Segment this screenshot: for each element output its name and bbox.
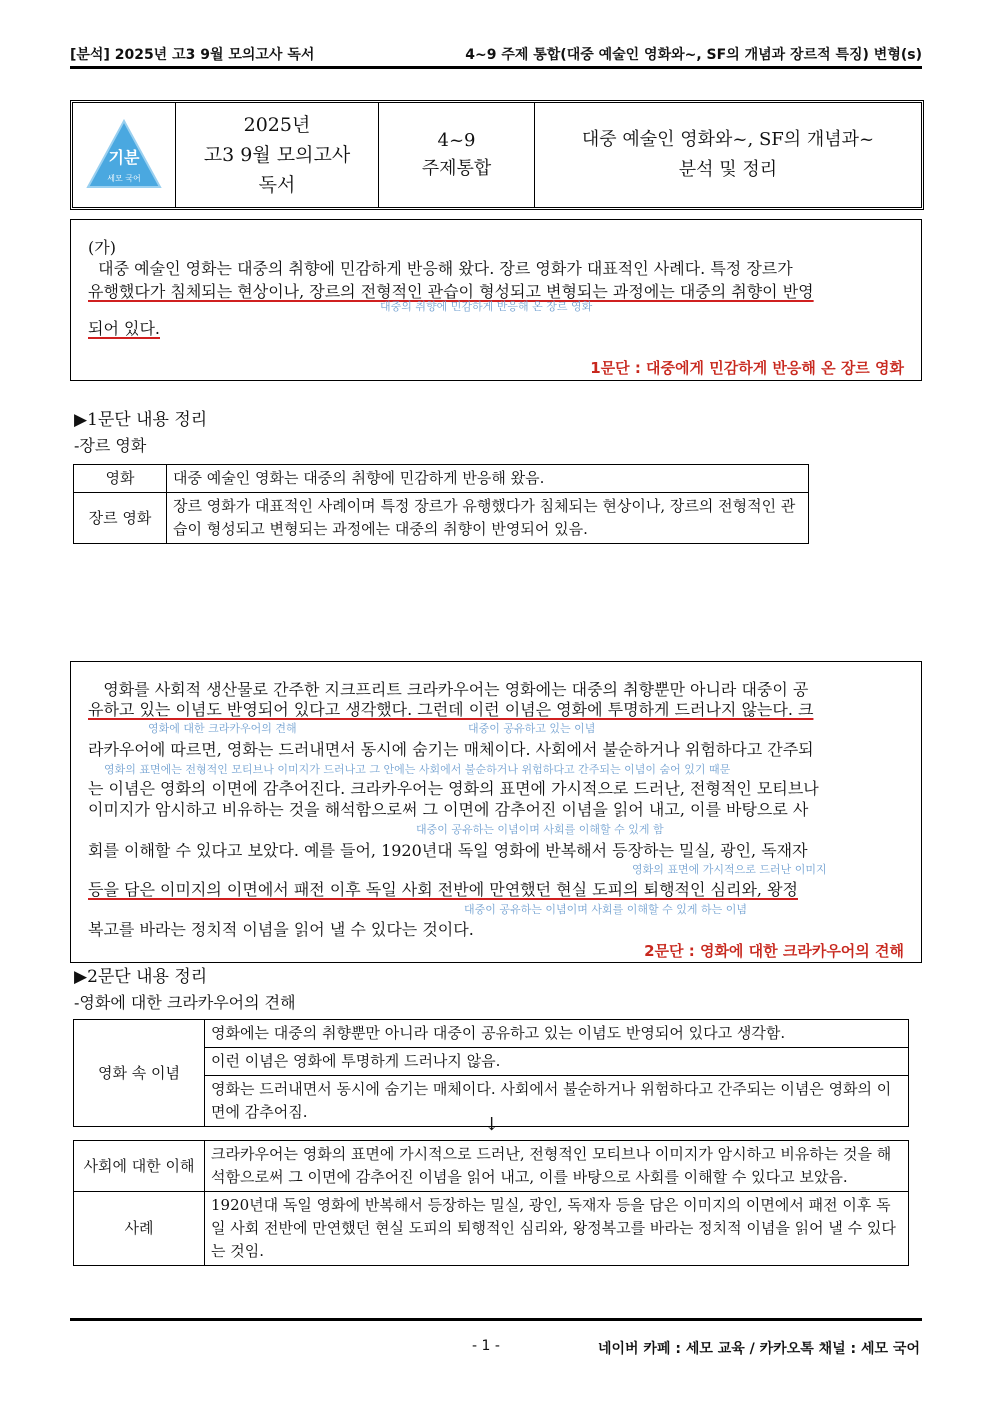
section-1-subtitle: -장르 영화: [74, 436, 147, 455]
row-text: 크라카우어는 영화의 표면에 가시적으로 드러난, 전형적인 모티브나 이미지가 암시하고 비유하는 것을 해석함으로써 그 이면에 감추어진 이념을 읽어 내고, 이를 바탕으로 사회를 이해할 수 있다고 보았음.: [205, 1141, 909, 1192]
title-col-exam: [176, 103, 379, 207]
passage-2-line-5: 이미지가 암시하고 비유하는 것을 해석함으로써 그 이면에 감추어진 이념을 읽어 내고, 이를 바탕으로 사: [88, 800, 809, 819]
section-2-subtitle: -영화에 대한 크라카우어의 견해: [74, 993, 296, 1012]
row-text: 이런 이념은 영화에 투명하게 드러나지 않음.: [205, 1048, 909, 1076]
svg-text:기분: 기분: [108, 148, 140, 167]
passage-2-note-4: 대중이 공유하는 이념이며 사회를 이해할 수 있게 함: [416, 823, 664, 836]
passage-1-label: (가): [88, 238, 116, 257]
section-1-title: ▶1문단 내용 정리: [74, 410, 208, 430]
title-range: 4~9: [437, 130, 476, 151]
title-exam: 고3 9월 모의고사: [203, 144, 351, 166]
passage-2-note-3: 영화의 표면에는 전형적인 모티브나 이미지가 드러나고 그 안에는 사회에서 불순하거나 위험하다고 간주되는 이념이 숨어 있기 때문: [104, 763, 731, 776]
title-topic-sub: 분석 및 정리: [678, 159, 778, 180]
title-box: [70, 100, 924, 210]
logo: [73, 103, 176, 207]
footer-channels: 네이버 카페 : 세모 교육 / 카카오톡 채널 : 세모 국어: [597, 1341, 920, 1357]
passage-2-line-2: 유하고 있는 이념도 반영되어 있다고 생각했다. 그런데 이런 이념은 영화에 투명하게 드러나지 않는다. 크: [88, 700, 814, 719]
table-row: [74, 1192, 909, 1266]
row-text: 대중 예술인 영화는 대중의 취향에 민감하게 반응해 왔음.: [167, 465, 809, 493]
svg-text:세모 국어: 세모 국어: [107, 174, 141, 183]
row-text: 영화에는 대중의 취향뿐만 아니라 대중이 공유하고 있는 이념도 반영되어 있다고 생각함.: [205, 1020, 909, 1048]
passage-2-note-6: 대중이 공유하는 이념이며 사회를 이해할 수 있게 하는 이념: [464, 903, 747, 916]
header-left: [분석] 2025년 고3 9월 모의고사 독서: [70, 47, 315, 63]
row-label: 사회에 대한 이해: [74, 1141, 205, 1192]
section-1-table: [73, 464, 809, 544]
row-label: 사례: [74, 1192, 205, 1266]
passage-2-summary: 2문단 : 영화에 대한 크라카우어의 견해: [644, 942, 904, 960]
title-topic: 대중 예술인 영화와~, SF의 개념과~: [581, 129, 875, 150]
title-col-range: [379, 103, 535, 207]
passage-2-line-7: 등을 담은 이미지의 이면에서 패전 이후 독일 사회 전반에 만연했던 현실 도피의 퇴행적인 심리와, 왕정: [88, 880, 798, 899]
row-label: 영화 속 이념: [74, 1020, 205, 1127]
passage-2-line-8: 복고를 바라는 정치적 이념을 읽어 낼 수 있다는 것이다.: [88, 920, 474, 939]
table-row: [74, 1020, 909, 1048]
header-rule: [70, 66, 922, 69]
passage-2-note-1: 영화에 대한 크라카우어의 견해: [148, 722, 297, 735]
header-right: 4~9 주제 통합(대중 예술인 영화와~, SF의 개념과 장르적 특징) 변형(s): [465, 47, 922, 63]
logo-icon: [84, 115, 164, 195]
passage-2-line-6: 회를 이해할 수 있다고 보았다. 예를 들어, 1920년대 독일 영화에 반복해서 등장하는 밀실, 광인, 독재자: [88, 841, 808, 860]
passage-1-summary: 1문단 : 대중에게 민감하게 반응해 온 장르 영화: [590, 359, 904, 377]
title-year: 2025년: [243, 114, 311, 136]
page-number: - 1 -: [472, 1338, 500, 1354]
table-row: [74, 493, 809, 544]
passage-2-line-1: 영화를 사회적 생산물로 간주한 지크프리트 크라카우어는 영화에는 대중의 취향뿐만 아니라 대중이 공: [88, 680, 809, 699]
passage-2-line-4: 는 이념은 영화의 이면에 감추어진다. 크라카우어는 영화의 표면에 가시적으로 드러난, 전형적인 모티브나: [88, 779, 819, 798]
row-label: 장르 영화: [74, 493, 167, 544]
row-text: 장르 영화가 대표적인 사례이며 특정 장르가 유행했다가 침체되는 현상이나, 장르의 전형적인 관습이 형성되고 변형되는 과정에는 대중의 취향이 반영되어 있음.: [167, 493, 809, 544]
section-2-title: ▶2문단 내용 정리: [74, 967, 208, 987]
table-row: [74, 1141, 909, 1192]
passage-2-note-5: 영화의 표면에 가시적으로 드러난 이미지: [632, 863, 827, 876]
down-arrow-icon: ↓: [484, 1114, 500, 1135]
passage-1-note: 대중의 취향에 민감하게 반응해 온 장르 영화: [380, 300, 593, 313]
passage-2-note-2: 대중이 공유하고 있는 이념: [468, 722, 596, 735]
title-subject: 독서: [258, 174, 296, 196]
passage-2-line-3: 라카우어에 따르면, 영화는 드러내면서 동시에 숨기는 매체이다. 사회에서 불순하거나 위험하다고 간주되: [88, 740, 814, 759]
title-type: 주제통합: [421, 158, 492, 179]
section-2-table-2: [73, 1140, 909, 1266]
footer-rule: [70, 1318, 922, 1321]
passage-1-line-1: 대중 예술인 영화는 대중의 취향에 민감하게 반응해 왔다. 장르 영화가 대표적인 사례다. 특정 장르가: [88, 259, 793, 278]
section-2-table-1: [73, 1019, 909, 1127]
title-col-topic: [535, 103, 921, 207]
passage-1-line-2: 유행했다가 침체되는 현상이나, 장르의 전형적인 관습이 형성되고 변형되는 과정에는 대중의 취향이 반영: [88, 282, 814, 301]
passage-1-line-3: 되어 있다.: [88, 319, 160, 338]
table-row: [74, 465, 809, 493]
row-text: 1920년대 독일 영화에 반복해서 등장하는 밀실, 광인, 독재자 등을 담은 이미지의 이면에서 패전 이후 독일 사회 전반에 만연했던 현실 도피의 퇴행적인 심리와, 왕정복고를 바라는 정치적 이념을 읽어 낼 수 있다는 것임.: [205, 1192, 909, 1266]
row-label: 영화: [74, 465, 167, 493]
row-text: 영화는 드러내면서 동시에 숨기는 매체이다. 사회에서 불순하거나 위험하다고 간주되는 이념은 영화의 이면에 감추어짐.: [205, 1076, 909, 1127]
